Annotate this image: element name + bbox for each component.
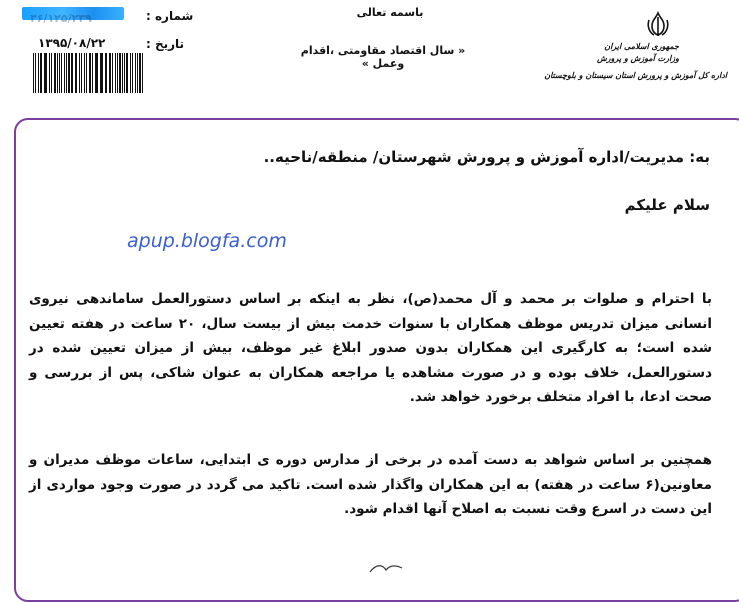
barcode-bar: [40, 53, 42, 93]
barcode-bar: [64, 53, 65, 93]
barcode-bar: [79, 53, 80, 93]
ministry-line-1: جمهوری اسلامی ایران: [604, 42, 679, 51]
barcode-bar: [38, 53, 39, 93]
barcode-bar: [33, 53, 34, 93]
barcode-bar: [139, 53, 140, 93]
barcode-bar: [61, 53, 62, 93]
barcode-bar: [44, 53, 45, 93]
barcode-bar: [117, 53, 118, 93]
body-paragraph-1: با احترام و صلوات بر محمد و آل محمد(ص)، نظر به اینکه بر اساس دستورالعمل ساماندهی نیروی انسانی میزان تدریس موظف همکاران با سنوات خدمت بیش از بیست سال، ۲۰ ساعت در هفته تعیین شده است؛ به کارگیری این همکاران بدون صدور ابلاغ غیر موظف، بیش از میزان تعیین شده در دستورالعمل، خلاف بوده و در صورت مشاهده یا مراجعه همکاران به عنوان شاکی، پس از بررسی و صحت ادعا، با افراد متخلف برخورد خواهد شد.: [29, 291, 712, 405]
barcode-bar: [126, 53, 128, 93]
iran-emblem-icon: [643, 10, 673, 40]
barcode-bar: [100, 53, 101, 93]
barcode-bar: [142, 53, 143, 93]
barcode-bar: [109, 53, 111, 93]
barcode-bar: [84, 53, 85, 93]
number-label: شماره :: [146, 9, 194, 23]
barcode-bar: [105, 53, 106, 93]
ministry-line-2: وزارت آموزش و پرورش: [597, 54, 679, 63]
barcode-bar: [95, 53, 96, 93]
barcode-bar: [45, 53, 46, 93]
barcode-bar: [124, 53, 125, 93]
barcode-bar: [57, 53, 58, 93]
barcode-bar: [35, 53, 36, 93]
barcode-bar: [132, 53, 133, 93]
watermark: apup.blogfa.com: [127, 230, 287, 252]
barcode-bar: [92, 53, 93, 93]
barcode-bar: [86, 53, 87, 93]
barcode-bar: [89, 53, 91, 93]
barcode-bar: [51, 53, 52, 93]
barcode-bar: [101, 53, 102, 93]
barcode-bar: [122, 53, 123, 93]
barcode-bar: [59, 53, 60, 93]
barcode-icon: [33, 53, 145, 93]
greeting: سلام علیکم: [624, 196, 710, 214]
barcode-bar: [130, 53, 131, 93]
ministry-line-3: اداره کل آموزش و پرورش استان سیستان و بلوچستان: [544, 71, 727, 80]
barcode-bar: [68, 53, 69, 93]
year-slogan: « سال اقتصاد مقاومتی ،اقدام وعمل »: [300, 44, 466, 70]
barcode-bar: [71, 53, 73, 93]
redacted-number: [22, 7, 124, 25]
barcode-bar: [115, 53, 116, 93]
barcode-bar: [66, 53, 67, 93]
barcode-bar: [76, 53, 77, 93]
recipient-line: به: مدیریت/اداره آموزش و پرورش شهرستان/ منطقه/ناحیه..: [263, 148, 710, 166]
barcode-bar: [54, 53, 56, 93]
signature-mark: [368, 562, 404, 574]
barcode-bar: [49, 53, 50, 93]
letterhead: [0, 0, 739, 110]
barcode-bar: [81, 53, 82, 93]
barcode-bar: [75, 53, 76, 93]
number-value: ۳۶/۱۲۵/۲۳۹: [30, 12, 92, 25]
barcode-bar: [119, 53, 120, 93]
barcode-bar: [106, 53, 107, 93]
basmala: باسمه تعالی: [356, 6, 424, 19]
date-value: ۱۳۹۵/۰۸/۲۲: [38, 36, 106, 50]
body-paragraph-2: همچنین بر اساس شواهد به دست آمده در برخی از مدارس دوره ی ابتدایی، ساعات موظف مدیران و معاونین(۶ ساعت در هفته) به این همکاران واگذار شده است. تاکید می گردد در صورت وجود مواردی از این دست در اسرع وقت نسبت به اصلاح آنها اقدام شود.: [29, 452, 712, 517]
barcode-bar: [96, 53, 97, 93]
barcode-bar: [112, 53, 113, 93]
date-label: تاریخ :: [146, 37, 185, 51]
barcode-bar: [135, 53, 136, 93]
barcode-bar: [137, 53, 138, 93]
